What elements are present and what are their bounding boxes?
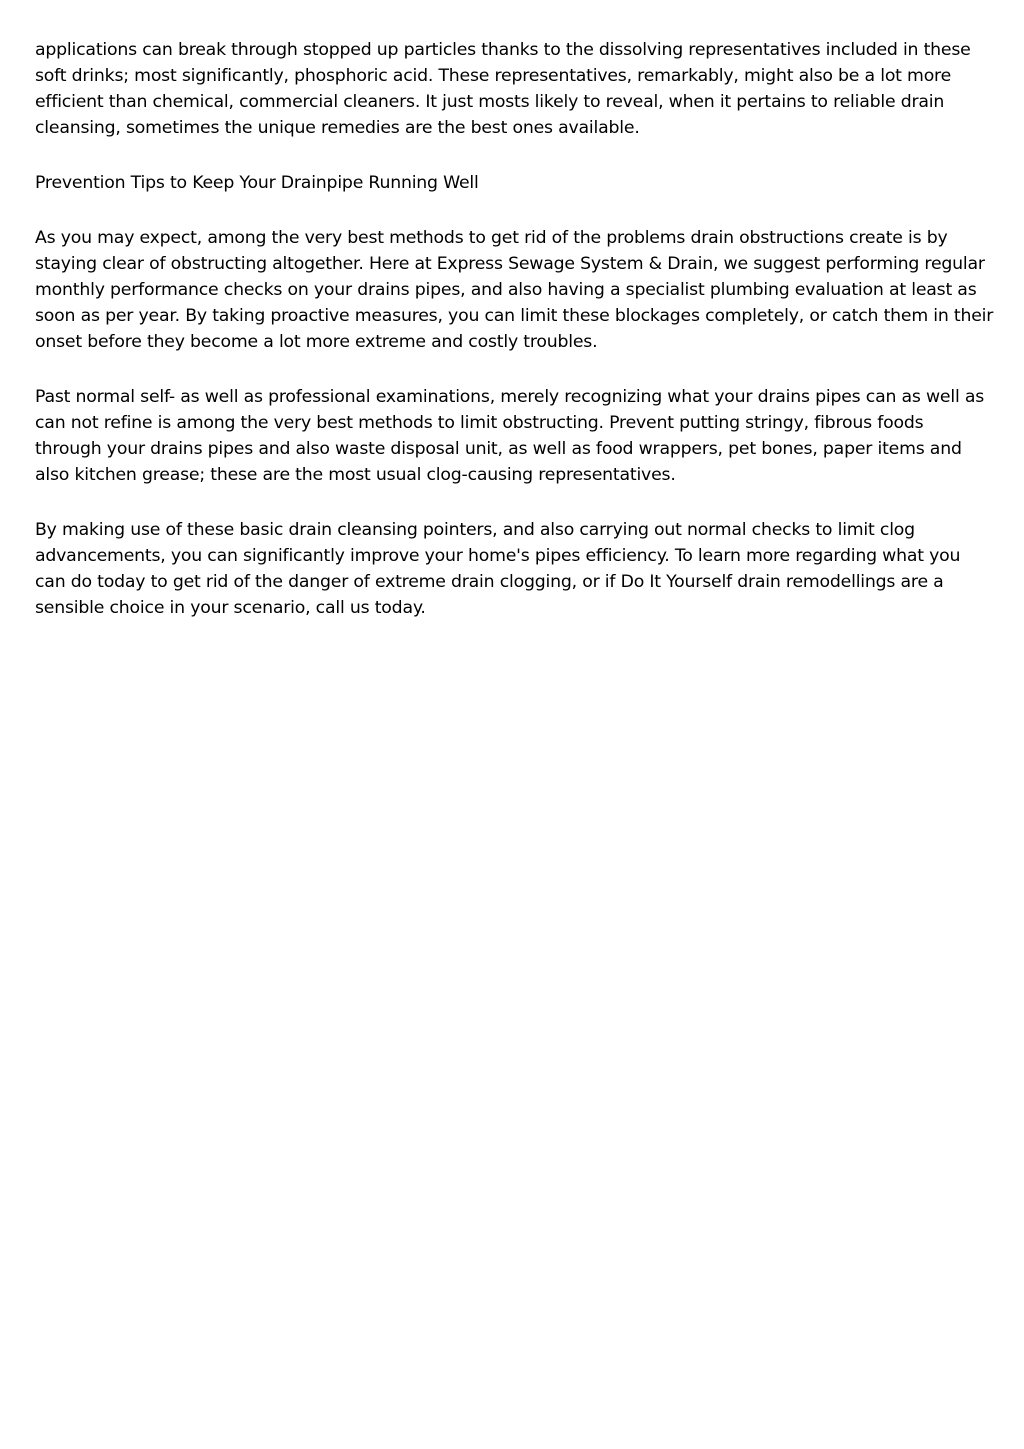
paragraph-prevention: As you may expect, among the very best methods to get rid of the problems drain obstructions create is by staying clear of obstructing altogether. Here at Express Sewage System & Drain, we suggest performing regular monthly performance checks on your drains pipes, and also having a specialist plumbing evaluation at least as soon as per year. By taking proactive measures, you can limit these blockages completely, or catch them in their onset before they become a lot more extreme and costly troubles. xyxy=(35,228,994,352)
paragraph-examinations: Past normal self- as well as professional examinations, merely recognizing what your drains pipes can as well as can not refine is among the very best methods to limit obstructing. Prevent putting stringy, fibrous foods through your drains pipes and also waste disposal unit, as well as food wrappers, pet bones, paper items and also kitchen grease; these are the most usual clog-causing representatives. xyxy=(35,387,985,485)
paragraph-conclusion: By making use of these basic drain cleansing pointers, and also carrying out normal checks to limit clog advancements, you can significantly improve your home's pipes efficiency. To learn more regarding what you can do today to get rid of the danger of extreme drain clogging, or if Do It Yourself drain remodellings are a sensible choice in your scenario, call us today. xyxy=(35,520,961,618)
section-heading-prevention-tips: Prevention Tips to Keep Your Drainpipe Running Well xyxy=(35,173,479,193)
document-body xyxy=(35,37,995,650)
paragraph-intro-continuation: applications can break through stopped up particles thanks to the dissolving representatives included in these soft drinks; most significantly, phosphoric acid. These representatives, remarkably, might also be a lot more efficient than chemical, commercial cleaners. It just mosts likely to reveal, when it pertains to reliable drain cleansing, sometimes the unique remedies are the best ones available. xyxy=(35,40,971,138)
